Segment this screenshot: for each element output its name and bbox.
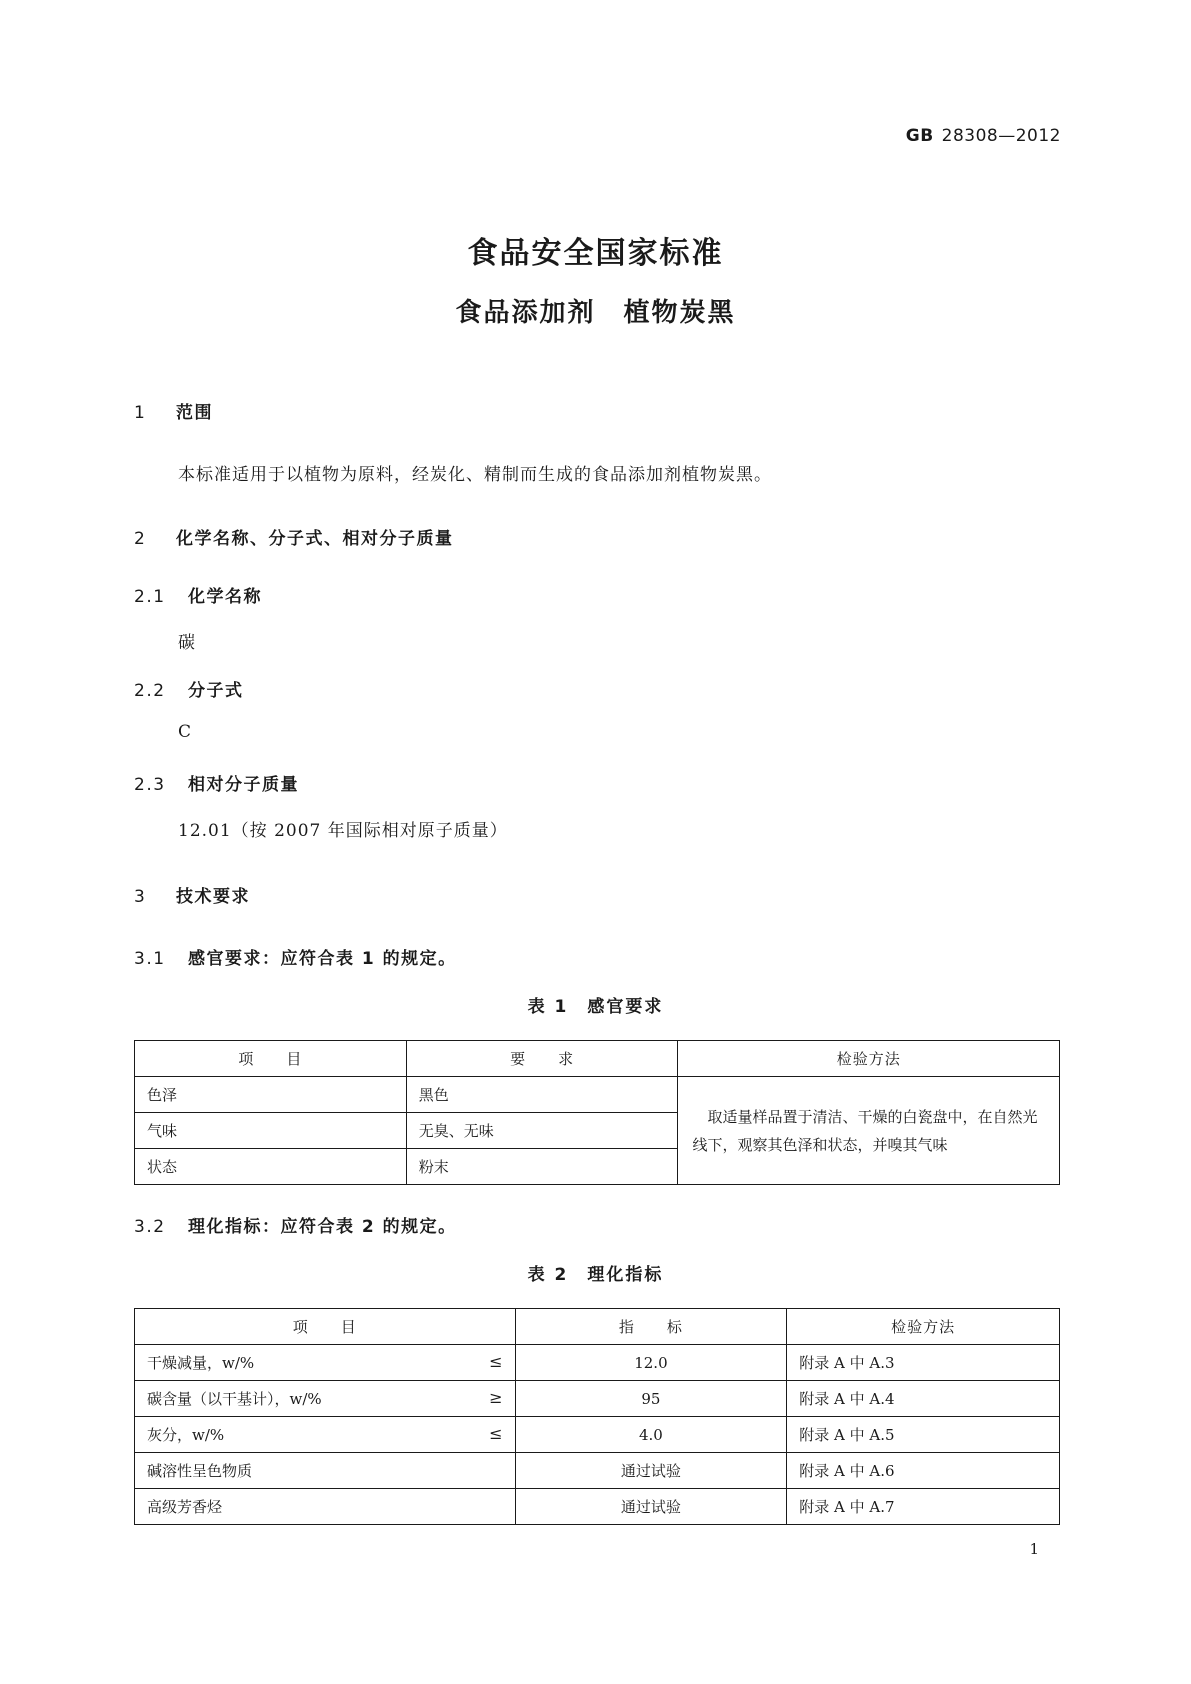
table-header-cell: 项 目 <box>135 1041 407 1077</box>
section-2-2-heading: 2.2 分子式 <box>134 681 244 701</box>
table-header-cell: 检验方法 <box>678 1041 1060 1077</box>
table-2-caption: 表 2 理化指标 <box>527 1265 664 1285</box>
section-2-3-heading: 2.3 相对分子质量 <box>134 775 299 795</box>
table-header-cell: 要 求 <box>406 1041 678 1077</box>
comparison-symbol: ≤ <box>489 1352 503 1371</box>
standard-prefix: GB <box>905 126 934 146</box>
standard-code <box>906 126 1061 146</box>
table-header-cell: 检验方法 <box>787 1309 1060 1345</box>
table-row <box>135 1077 1060 1113</box>
table-1 <box>134 1040 1060 1185</box>
table-cell-item: 碳含量（以干基计），w/% ≥ <box>135 1381 516 1417</box>
section-2-heading: 2 化学名称、分子式、相对分子质量 <box>134 529 454 549</box>
section-3-heading: 3 技术要求 <box>134 887 250 907</box>
comparison-symbol: ≤ <box>489 1424 503 1443</box>
document-subtitle: 食品添加剂 植物炭黑 <box>455 298 736 328</box>
section-2-1-heading: 2.1 化学名称 <box>134 587 262 607</box>
table-header-cell: 指 标 <box>515 1309 787 1345</box>
table-cell-item: 灰分，w/% ≤ <box>135 1417 516 1453</box>
table-header-cell: 项 目 <box>135 1309 516 1345</box>
table-cell-method: 取适量样品置于清洁、干燥的白瓷盘中，在自然光线下，观察其色泽和状态，并嗅其气味 <box>678 1077 1060 1185</box>
standard-number: 28308—2012 <box>941 126 1061 146</box>
table-cell-requirement: 粉末 <box>406 1149 678 1185</box>
table-cell-item: 干燥减量，w/% ≤ <box>135 1345 516 1381</box>
table-cell-item: 高级芳香烃 <box>135 1489 516 1525</box>
table-cell-method: 附录 A 中 A.3 <box>787 1345 1060 1381</box>
comparison-symbol: ≥ <box>489 1388 503 1407</box>
section-3-2-heading: 3.2 理化指标：应符合表 2 的规定。 <box>134 1217 457 1237</box>
table-cell-item: 碱溶性呈色物质 <box>135 1453 516 1489</box>
section-1-heading: 1 范围 <box>134 403 213 423</box>
table-cell-value: 通过试验 <box>515 1453 787 1489</box>
table-row <box>135 1345 1060 1381</box>
table-row <box>135 1489 1060 1525</box>
page-number: 1 <box>1029 1540 1039 1558</box>
section-2-2-body: C <box>178 722 193 742</box>
table-cell-requirement: 无臭、无味 <box>406 1113 678 1149</box>
section-2-1-body: 碳 <box>178 633 196 653</box>
table-cell-value: 4.0 <box>515 1417 787 1453</box>
table-cell-method: 附录 A 中 A.4 <box>787 1381 1060 1417</box>
table-header-row <box>135 1309 1060 1345</box>
section-2-3-body: 12.01（按 2007 年国际相对原子质量） <box>178 821 508 841</box>
table-cell-item: 色泽 <box>135 1077 407 1113</box>
table-cell-value: 12.0 <box>515 1345 787 1381</box>
section-1-body: 本标准适用于以植物为原料，经炭化、精制而生成的食品添加剂植物炭黑。 <box>178 465 772 485</box>
table-cell-value: 95 <box>515 1381 787 1417</box>
table-cell-method: 附录 A 中 A.5 <box>787 1417 1060 1453</box>
document-title: 食品安全国家标准 <box>467 236 724 271</box>
table-row <box>135 1453 1060 1489</box>
section-3-1-heading: 3.1 感官要求：应符合表 1 的规定。 <box>134 949 457 969</box>
table-cell-requirement: 黑色 <box>406 1077 678 1113</box>
table-header-row <box>135 1041 1060 1077</box>
table-row <box>135 1381 1060 1417</box>
table-cell-method: 附录 A 中 A.7 <box>787 1489 1060 1525</box>
table-cell-method: 附录 A 中 A.6 <box>787 1453 1060 1489</box>
table-1-caption: 表 1 感官要求 <box>527 997 664 1017</box>
table-row <box>135 1417 1060 1453</box>
table-cell-value: 通过试验 <box>515 1489 787 1525</box>
table-2 <box>134 1308 1060 1525</box>
table-cell-item: 气味 <box>135 1113 407 1149</box>
table-cell-item: 状态 <box>135 1149 407 1185</box>
